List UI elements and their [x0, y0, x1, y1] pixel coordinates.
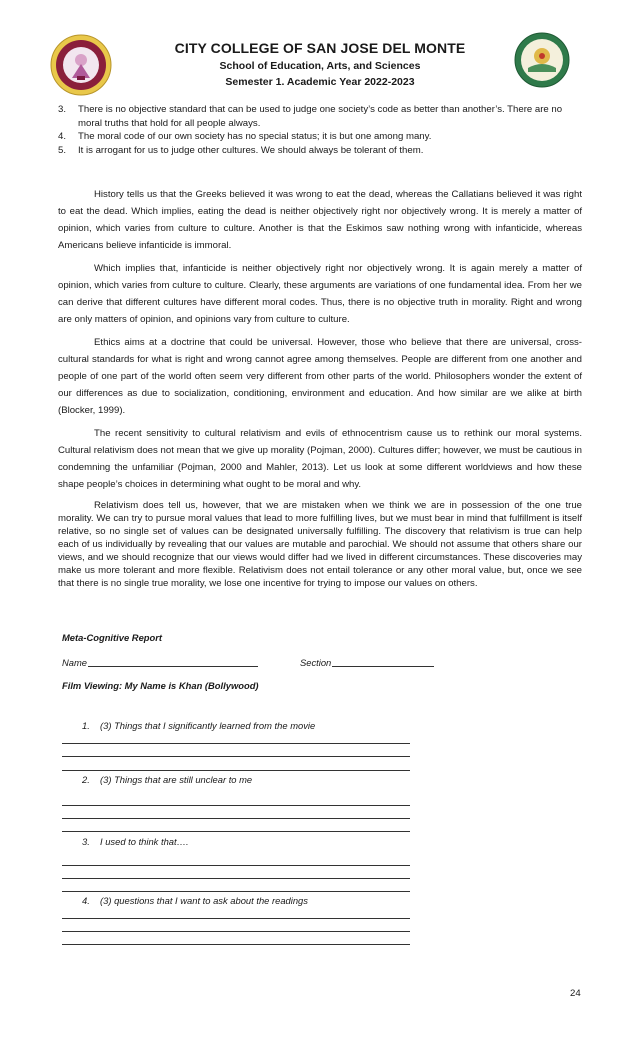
- question-number: 1.: [82, 720, 90, 731]
- list-item: [58, 103, 588, 130]
- question-number: 2.: [82, 774, 90, 785]
- list-item-number: 4.: [58, 131, 67, 142]
- paragraph: Relativism does tell us, however, that we are mistaken when we think we are in possession of the one true morality. We can try to pursue moral values that lead to more fulfilling lives, but we must bear in mind that fulfillment is itself relative, so no single set of values can be designated universally fulfilling. The discovery that relativism is true can help each of us individually by revealing that our values are mutable and parochial. We should not assume that others share our views, and we should recognize that our views would differ had we lived in different circumstances. These discoveries may make us more tolerant and more flexible. Relativism does not entail tolerance or any other moral value, but, once we see that there is no single true morality, we lose one incentive for trying to impose our values on others.: [58, 500, 582, 589]
- list-item-text: The moral code of our own society has no special status; it is but one among many.: [78, 131, 432, 142]
- question-text: (3) questions that I want to ask about the readings: [100, 895, 308, 906]
- list-item: [58, 144, 588, 158]
- numbered-list: [58, 103, 588, 157]
- list-item-number: 3.: [58, 104, 67, 115]
- section-group: [300, 656, 434, 668]
- question-text: I used to think that….: [100, 836, 189, 847]
- answer-line[interactable]: [62, 918, 410, 919]
- answer-line[interactable]: [62, 743, 410, 744]
- page-number: 24: [570, 988, 581, 999]
- paragraph: Which implies that, infanticide is neither objectively right nor objectively wrong. It is again merely a matter of opinion, which varies from culture to culture. Clearly, these arguments are variations of one fundamental idea. From her we can derive that different cultures have different moral codes. Thus, there is no objective truth in morality. Right and wrong are only matters of opinion, and opinions vary from culture to culture.: [58, 263, 582, 325]
- paragraph: Ethics aims at a doctrine that could be universal. However, those who believe that there are universal, cross-cultural standards for what is right and wrong cannot agree among themselves. People are different from one another and people of one part of the world often seem very different from other parts of the world. Philosophers wonder the extent of our differences as due to socialization, conditioning, environment and education. And how similar are we alike at birth (Blocker, 1999).: [58, 337, 582, 416]
- school-seal-logo: [514, 32, 570, 88]
- question-text: (3) Things that I significantly learned from the movie: [100, 720, 316, 731]
- answer-line[interactable]: [62, 891, 410, 892]
- institution-name: CITY COLLEGE OF SAN JOSE DEL MONTE: [174, 40, 466, 56]
- question-text: (3) Things that are still unclear to me: [100, 774, 253, 785]
- question-label: [82, 895, 308, 906]
- paragraph: History tells us that the Greeks believed it was wrong to eat the dead, whereas the Callatians believed it was right to eat the dead. Which implies, eating the dead is neither objectively right nor objectively wrong. It is merely a matter of opinion, which varies from culture to culture. Another is that the Eskimos saw nothing wrong with infanticide, whereas Americans believe infanticide is immoral.: [58, 189, 582, 251]
- answer-line[interactable]: [62, 944, 410, 945]
- question-label: [82, 836, 189, 847]
- answer-line[interactable]: [62, 931, 410, 932]
- answer-line[interactable]: [62, 831, 410, 832]
- answer-line[interactable]: [62, 805, 410, 806]
- body-text: [58, 186, 582, 596]
- document-header: [0, 30, 638, 100]
- name-field[interactable]: [88, 656, 258, 667]
- semester-line: Semester 1. Academic Year 2022-2023: [225, 76, 415, 88]
- section-field[interactable]: [332, 656, 434, 667]
- name-section-row: [62, 656, 332, 668]
- paragraph: The recent sensitivity to cultural relativism and evils of ethnocentrism cause us to rethink our moral systems. Cultural relativism does not mean that we give up morality (Pojman, 2000). Cultures differ; however, we must be cautious in condemning the unfamiliar (Pojman, 2000 and Mahler, 2013). Let us look at some different worldviews and how these shape people’s choices in determining what ought to be moral and why.: [58, 428, 582, 490]
- answer-line[interactable]: [62, 770, 410, 771]
- list-item: [58, 130, 588, 144]
- question-number: 4.: [82, 895, 90, 906]
- question-label: [82, 720, 315, 731]
- list-item-text: There is no objective standard that can be used to judge one society’s code as better than another’s. There are no moral truths that hold for all people always.: [78, 104, 563, 129]
- answer-line[interactable]: [62, 878, 410, 879]
- list-item-number: 5.: [58, 144, 67, 156]
- list-item-text: It is arrogant for us to judge other cultures. We should always be tolerant of them.: [78, 144, 424, 156]
- answer-line[interactable]: [62, 865, 410, 866]
- answer-line[interactable]: [62, 818, 410, 819]
- school-name: School of Education, Arts, and Sciences: [219, 60, 421, 72]
- report-title: Meta-Cognitive Report: [62, 632, 163, 643]
- film-title: Film Viewing: My Name is Khan (Bollywood): [62, 680, 259, 691]
- question-label: [82, 774, 252, 785]
- question-number: 3.: [82, 836, 90, 847]
- section-label: Section: [300, 657, 332, 668]
- name-label: Name: [62, 657, 88, 668]
- college-seal-logo: [50, 34, 112, 96]
- answer-line[interactable]: [62, 756, 410, 757]
